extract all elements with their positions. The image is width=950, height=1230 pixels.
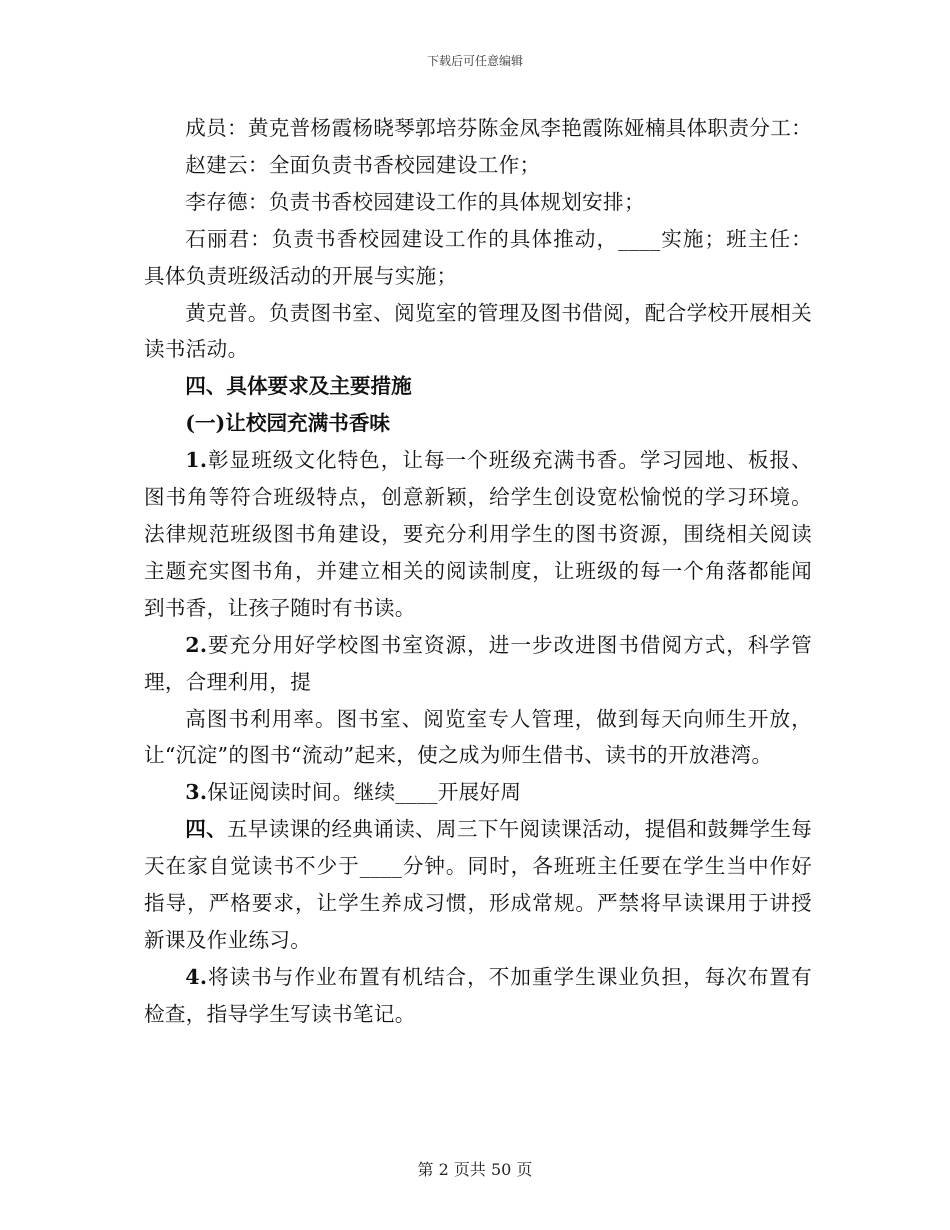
list-item-1 xyxy=(144,442,812,627)
paragraph-huang: 黄克普。负责图书室、阅览室的管理及图书借阅，配合学校开展相关读书活动。 xyxy=(144,300,812,362)
list-item-4 xyxy=(144,959,812,1033)
item-number: 4. xyxy=(185,964,208,989)
item-text: 彰显班级文化特色，让每一个班级充满书香。学习园地、板报、图书角等符合班级特点，创意新颖，给学生创设宽松愉悦的学习环境。法律规范班级图书角建设，要充分利用学生的图书资源，围绕相关阅读主题充实图书角，并建立相关的阅读制度，让班级的每一个角落都能闻到书香，让孩子随时有书读。 xyxy=(144,448,812,620)
paragraph-reading-time xyxy=(144,811,812,959)
paragraph-li: 李存德：负责书香校园建设工作的具体规划安排； xyxy=(185,189,645,214)
item-number: 1. xyxy=(185,448,208,473)
paragraph-library: 高图书利用率。图书室、阅览室专人管理，做到每天向师生开放，让“沉淀”的图书“流动”起来，使之成为师生借书、读书的开放港湾。 xyxy=(144,706,812,768)
item-text: 将读书与作业布置有机结合，不加重学生课业负担，每次布置有检查，指导学生写读书笔记。 xyxy=(144,964,812,1026)
page-header: 下载后可任意编辑 xyxy=(426,54,523,68)
section-heading: 四、具体要求及主要措施 xyxy=(185,374,412,399)
subsection-heading: (一)让校园充满书香味 xyxy=(185,411,391,436)
paragraph-text: 五早读课的经典诵读、周三下午阅读课活动，提倡和鼓舞学生每天在家自觉读书不少于____分钟。同时，各班班主任要在学生当中作好指导，严格要求，让学生养成习惯，形成常规。严禁将早读课用于讲授新课及作业练习。 xyxy=(144,817,813,952)
paragraph-members: 成员：黄克普杨霞杨晓琴郭培芬陈金凤李艳霞陈娅楠具体职责分工： xyxy=(185,116,812,140)
document-body xyxy=(144,110,812,1033)
list-item-2 xyxy=(144,627,812,701)
list-item-3 xyxy=(144,774,812,811)
item-text: 要充分用好学校图书室资源，进一步改进图书借阅方式，科学管理，合理利用，提 xyxy=(144,632,812,694)
item-number: 2. xyxy=(185,632,208,657)
item-text: 保证阅读时间。继续____开展好周 xyxy=(207,780,522,805)
item-number: 3. xyxy=(185,780,208,805)
paragraph-shi: 石丽君：负责书香校园建设工作的具体推动，____实施；班主任：具体负责班级活动的开展与实施； xyxy=(144,226,812,288)
bold-prefix: 四、 xyxy=(185,817,227,842)
page-footer: 第 2 页共 50 页 xyxy=(417,1160,533,1179)
paragraph-zhao: 赵建云：全面负责书香校园建设工作； xyxy=(185,152,541,177)
